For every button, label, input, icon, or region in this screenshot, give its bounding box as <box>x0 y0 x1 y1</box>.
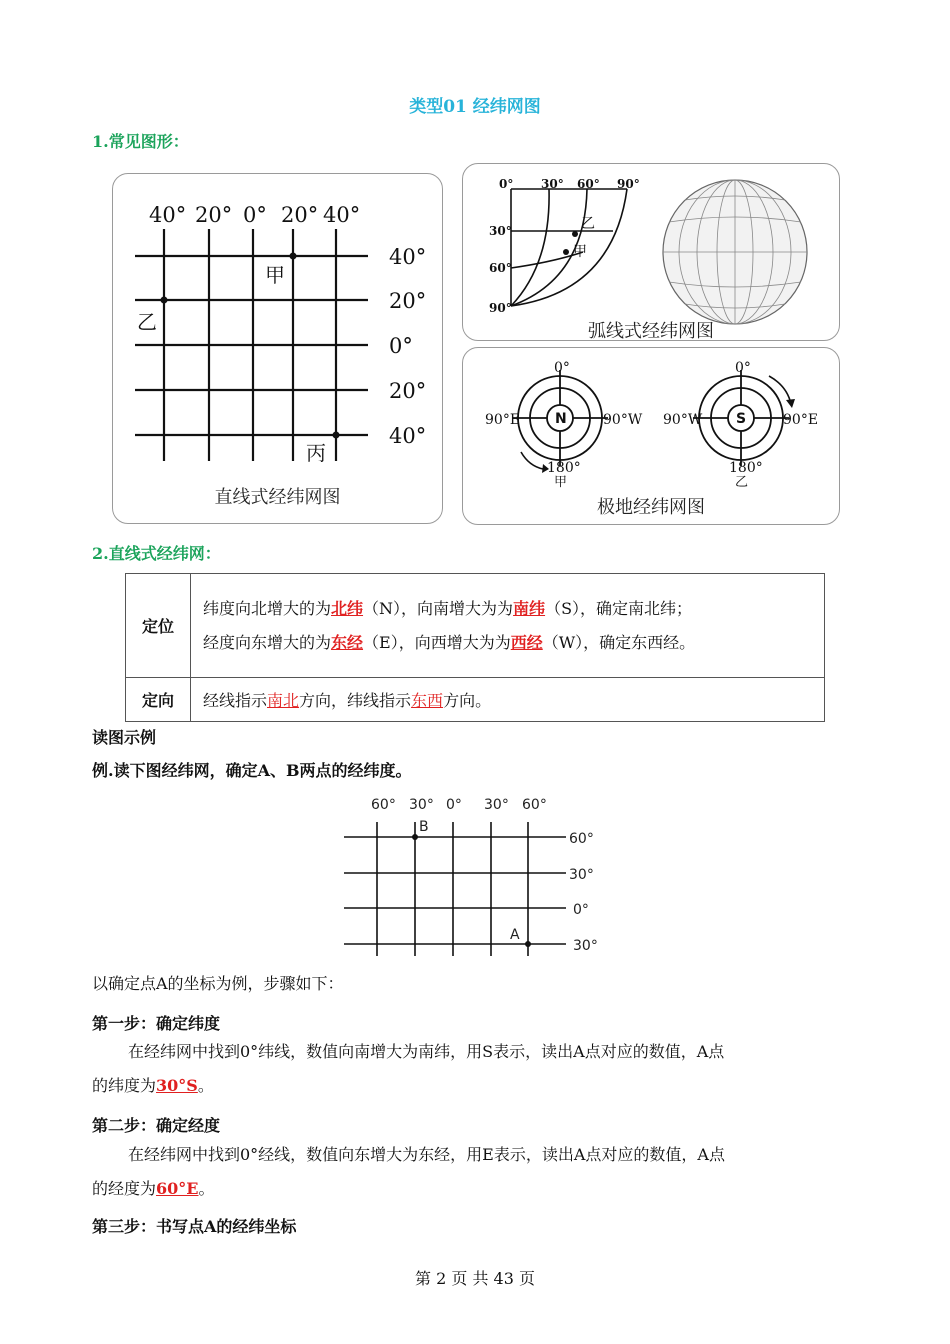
example-lon-label: 60° <box>371 797 396 813</box>
example-lat-label: 0° <box>573 902 589 918</box>
example-lat-label: 30° <box>569 867 594 883</box>
arc-lat-label: 60° <box>489 261 512 275</box>
caption-arc: 弧线式经纬网图 <box>588 321 714 342</box>
example-lon-label: 30° <box>484 797 509 813</box>
step2-answer: 60°E <box>156 1179 199 1198</box>
step1-answer: 30°S <box>156 1076 198 1095</box>
point-yi-label: 乙 <box>137 310 157 334</box>
lon-label: 20° <box>195 203 233 227</box>
table-row <box>126 678 825 722</box>
example-point-b-label: B <box>419 819 429 835</box>
polar-right-point: 乙 <box>735 475 749 490</box>
step2-text: 在经纬网中找到0°经线，数值向东增大为东经，用E表示，读出A点对应的数值，A点 <box>128 1145 725 1164</box>
lon-label: 40° <box>149 203 187 227</box>
polar-left-left: 90°E <box>485 412 521 428</box>
point-bing-dot <box>333 432 340 439</box>
lat-label: 20° <box>389 289 427 313</box>
example-point-a-dot <box>525 941 531 947</box>
arc-lon-label: 30° <box>541 177 564 191</box>
example-question: 例.读下图经纬网，确定A、B两点的经纬度。 <box>92 761 412 780</box>
polar-left-center: N <box>555 411 567 427</box>
arc-lon-label: 60° <box>577 177 600 191</box>
lat-label: 0° <box>389 334 413 358</box>
arc-point-jia-label: 甲 <box>573 244 587 260</box>
polar-grid-figure <box>462 347 840 525</box>
step2-line2: 的经度为60°E。 <box>92 1179 215 1198</box>
arc-point-yi-dot <box>572 231 578 237</box>
table-row <box>126 574 825 678</box>
arc-point-yi-label: 乙 <box>581 216 595 232</box>
label-dingwei: 定位 <box>126 574 191 678</box>
arc-lon-label: 90° <box>617 177 640 191</box>
polar-left-top: 0° <box>554 360 570 376</box>
page-footer: 第 2 页 共 43 页 <box>415 1269 535 1288</box>
example-point-b-dot <box>412 834 418 840</box>
step1-line2: 的纬度为30°S。 <box>92 1076 214 1095</box>
polar-right-right: 90°E <box>783 412 819 428</box>
polar-right-center: S <box>736 411 747 427</box>
polar-left-bottom: 180° <box>547 460 581 476</box>
read-example-heading: 读图示例 <box>92 728 157 747</box>
steps-intro: 以确定点A的坐标为例，步骤如下： <box>92 974 344 993</box>
example-lat-label: 30° <box>573 938 598 954</box>
straight-grid-figure <box>112 173 443 524</box>
example-lon-label: 30° <box>409 797 434 813</box>
polar-left-right: 90°W <box>603 412 643 428</box>
dingxiang-content: 经线指示南北方向，纬线指示东西方向。 <box>191 678 825 722</box>
dingwei-line-1: 纬度向北增大的为北纬（N），向南增大为为南纬（S），确定南北纬； <box>203 598 693 618</box>
globe-illustration <box>663 180 807 324</box>
caption-polar: 极地经纬网图 <box>597 497 705 518</box>
arc-lat-label: 90° <box>489 301 512 315</box>
polar-right-left: 90°W <box>663 412 703 428</box>
step2-title: 第二步：确定经度 <box>92 1116 221 1135</box>
lon-label: 40° <box>323 203 361 227</box>
polar-left-point: 甲 <box>554 475 568 490</box>
definition-table <box>125 573 825 722</box>
polar-right-bottom: 180° <box>729 460 763 476</box>
label-dingxiang: 定向 <box>126 678 191 722</box>
arc-lat-label: 30° <box>489 224 512 238</box>
step3-title: 第三步：书写点A的经纬坐标 <box>92 1217 297 1236</box>
section-heading-1: 1.常见图形： <box>92 132 189 151</box>
lat-label: 40° <box>389 424 427 448</box>
polar-right-top: 0° <box>735 360 751 376</box>
section-heading-2: 2.直线式经纬网： <box>92 544 221 563</box>
page-title: 类型01 经纬网图 <box>409 97 541 117</box>
example-lon-label: 0° <box>446 797 462 813</box>
step1-title: 第一步：确定纬度 <box>92 1014 221 1033</box>
straight-grid-svg <box>113 174 442 523</box>
lat-label: 20° <box>389 379 427 403</box>
arc-lon-label: 0° <box>499 177 514 191</box>
point-bing-label: 丙 <box>306 441 326 465</box>
caption-straight: 直线式经纬网图 <box>214 487 341 508</box>
example-grid-svg <box>340 790 610 960</box>
point-jia-label: 甲 <box>265 263 285 287</box>
arc-point-jia-dot <box>563 249 569 255</box>
dingwei-content <box>191 574 825 678</box>
lon-label: 0° <box>243 203 267 227</box>
point-jia-dot <box>290 253 297 260</box>
step1-text: 在经纬网中找到0°纬线，数值向南增大为南纬，用S表示，读出A点对应的数值，A点 <box>128 1042 725 1061</box>
arc-grid-figure <box>462 163 840 341</box>
lon-label: 20° <box>281 203 319 227</box>
dingwei-line-2: 经度向东增大的为东经（E），向西增大为为西经（W），确定东西经。 <box>203 632 696 652</box>
lat-label: 40° <box>389 245 427 269</box>
example-lat-label: 60° <box>569 831 594 847</box>
arc-grid-svg <box>463 164 839 340</box>
example-lon-label: 60° <box>522 797 547 813</box>
example-point-a-label: A <box>510 927 520 943</box>
point-yi-dot <box>161 297 168 304</box>
